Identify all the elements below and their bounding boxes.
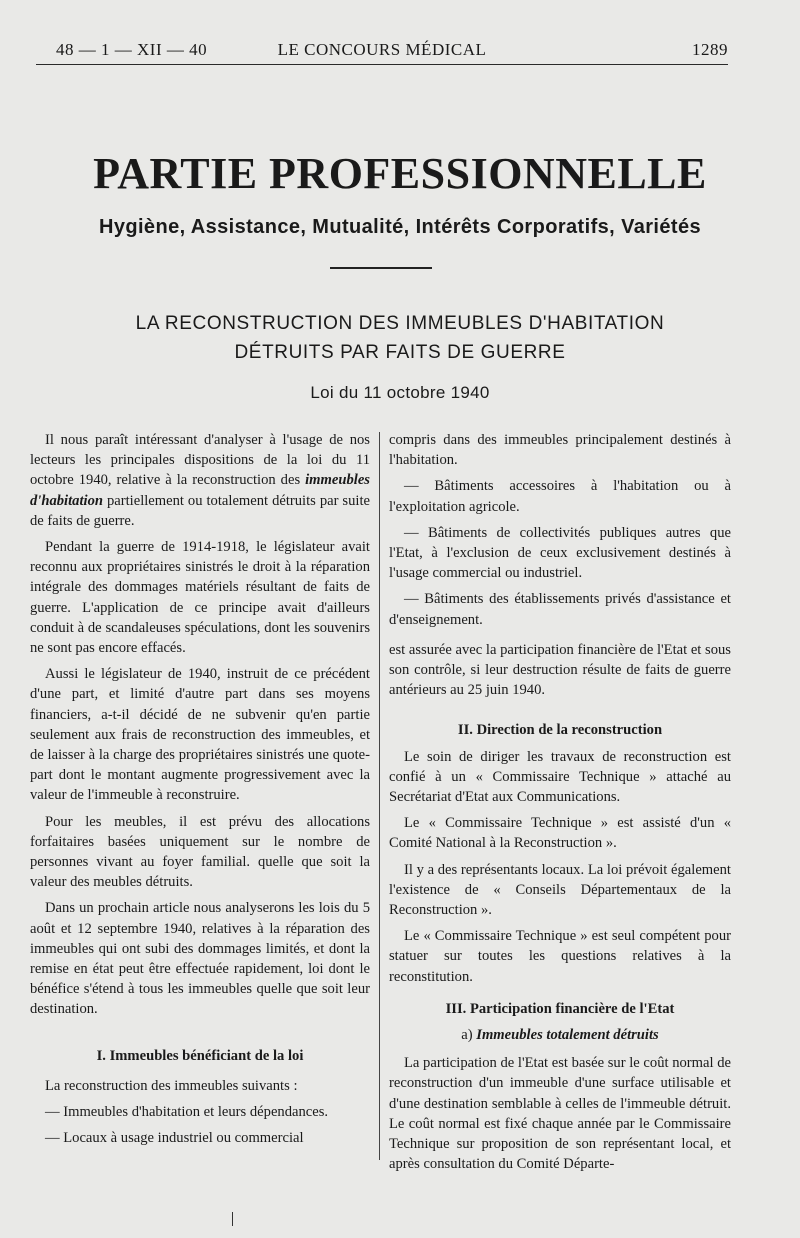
paragraph-intro <box>30 430 370 531</box>
section2-paragraph-4: Le « Commissaire Technique » est seul compétent pour statuer sur toutes les questions relatives à la reconstitution. <box>389 928 731 985</box>
right-column <box>389 430 731 1175</box>
list-item-accessory: — Bâtiments accessoires à l'habitation ou à l'exploitation agricole. <box>389 478 731 515</box>
page-number: 1289 <box>692 40 728 59</box>
bottom-mark <box>232 1212 233 1226</box>
title-divider <box>330 267 432 269</box>
article-title-line1: LA RECONSTRUCTION DES IMMEUBLES D'HABITATION <box>135 313 665 334</box>
journal-title: LE CONCOURS MÉDICAL <box>277 40 487 59</box>
running-header <box>36 38 728 65</box>
intro-text-b: partiellement ou totalement détruits par suite de faits de guerre. <box>30 492 370 529</box>
intro-emphasis: immeubles d'habitation <box>30 472 370 509</box>
section1-intro: La reconstruction des immeubles suivants : <box>45 1077 298 1094</box>
section-subtitle: Hygiène, Assistance, Mutualité, Intérêts Corporatifs, Variétés <box>98 216 702 238</box>
section2-paragraph-1: Le soin de diriger les travaux de reconstruction est confié à un « Commissaire Technique » attaché au Secrétariat d'Etat aux Communications. <box>389 748 731 806</box>
paragraph-continued: compris dans des immeubles principalement destinés à l'habitation. <box>389 432 731 469</box>
section-heading-3: III. Participation financière de l'Etat <box>445 1000 675 1017</box>
section2-paragraph-3: Il y a des représentants locaux. La loi prévoit également l'existence de « Conseils Départementaux de la Reconstruction ». <box>389 861 731 919</box>
article-title-line2: DÉTRUITS PAR FAITS DE GUERRE <box>234 342 566 363</box>
section-heading-3a <box>389 1025 731 1045</box>
section1-item-2: — Locaux à usage industriel ou commercial <box>45 1130 304 1147</box>
section-title: PARTIE PROFESSIONNELLE <box>93 149 707 198</box>
subsection-title: Immeubles totalement détruits <box>476 1027 659 1044</box>
section2-paragraph-2: Le « Commissaire Technique » est assisté d'un « Comité National à la Reconstruction ». <box>389 815 731 852</box>
article-subtitle: Loi du 11 octobre 1940 <box>310 383 490 402</box>
paragraph-next-article: Dans un prochain article nous analyserons les lois du 5 août et 12 septembre 1940, relatives à la réparation des immeubles qui ont subi des dommages limités, et dont la remise en état peut être effectuée rapidement, loi dont le bénéfice s'étend à tous les immeubles quelle que soit leur destination. <box>30 900 370 1018</box>
paragraph-history: Pendant la guerre de 1914-1918, le législateur avait reconnu aux propriétaires sinistrés le droit à la réparation intégrale des dommages matériels résultant de faits de guerre. L'application de ce principe avait d'ailleurs conduit à de scandaleuses spéculations, dont les souvenirs ne sont pas encore effacés. <box>30 539 370 657</box>
paragraph-legislator: Aussi le législateur de 1940, instruit de ce précédent d'une part, et limité d'autre part dans ses moyens financiers, a-t-il décidé de ne subvenir qu'en partie seulement aux frais de reconstruction des immeubles, et de laisser à la charge des propriétaires sinistrés une quote-part dont le montant augmente progressivement avec la valeur de l'immeuble à reconstruire. <box>30 666 370 804</box>
paragraph-participation: est assurée avec la participation financière de l'Etat et sous son contrôle, si leur destruction résulte de faits de guerre antérieurs au 25 juin 1940. <box>389 641 731 699</box>
list-item-collectivities: — Bâtiments de collectivités publiques autres que l'Etat, à l'exclusion de ceux exclusivement destinés à l'usage commercial ou industriel. <box>389 524 731 582</box>
left-column <box>30 430 370 1149</box>
paragraph-furniture: Pour les meubles, il est prévu des allocations forfaitaires basées uniquement sur le nombre de personnes vivant au foyer familial. quelle que soit la valeur des meubles détruits. <box>30 813 370 891</box>
subsection-prefix: a) <box>461 1027 477 1044</box>
section-heading-2: II. Direction de la reconstruction <box>457 722 663 739</box>
intro-text-a: Il nous paraît intéressant d'analyser à l'usage de nos lecteurs les principales dispositions de la loi du 11 octobre 1940, relative à la reconstruction des <box>30 432 370 489</box>
section3-paragraph-1: La participation de l'Etat est basée sur le coût normal de reconstruction d'un immeuble d'une surface utilisable et d'une destination semblable à celles de l'immeuble détruit. Le coût normal est fixé chaque année par le Commissaire Technique sur proposition de son représentant local, et après consultation du Comité Départe- <box>389 1055 731 1173</box>
section-heading-1: I. Immeubles bénéficiant de la loi <box>96 1047 304 1064</box>
issue-date: 48 — 1 — XII — 40 <box>56 40 208 59</box>
section1-item-1: — Immeubles d'habitation et leurs dépendances. <box>45 1104 329 1121</box>
list-item-private: — Bâtiments des établissements privés d'assistance et d'enseignement. <box>389 591 731 628</box>
column-divider <box>379 432 380 1160</box>
